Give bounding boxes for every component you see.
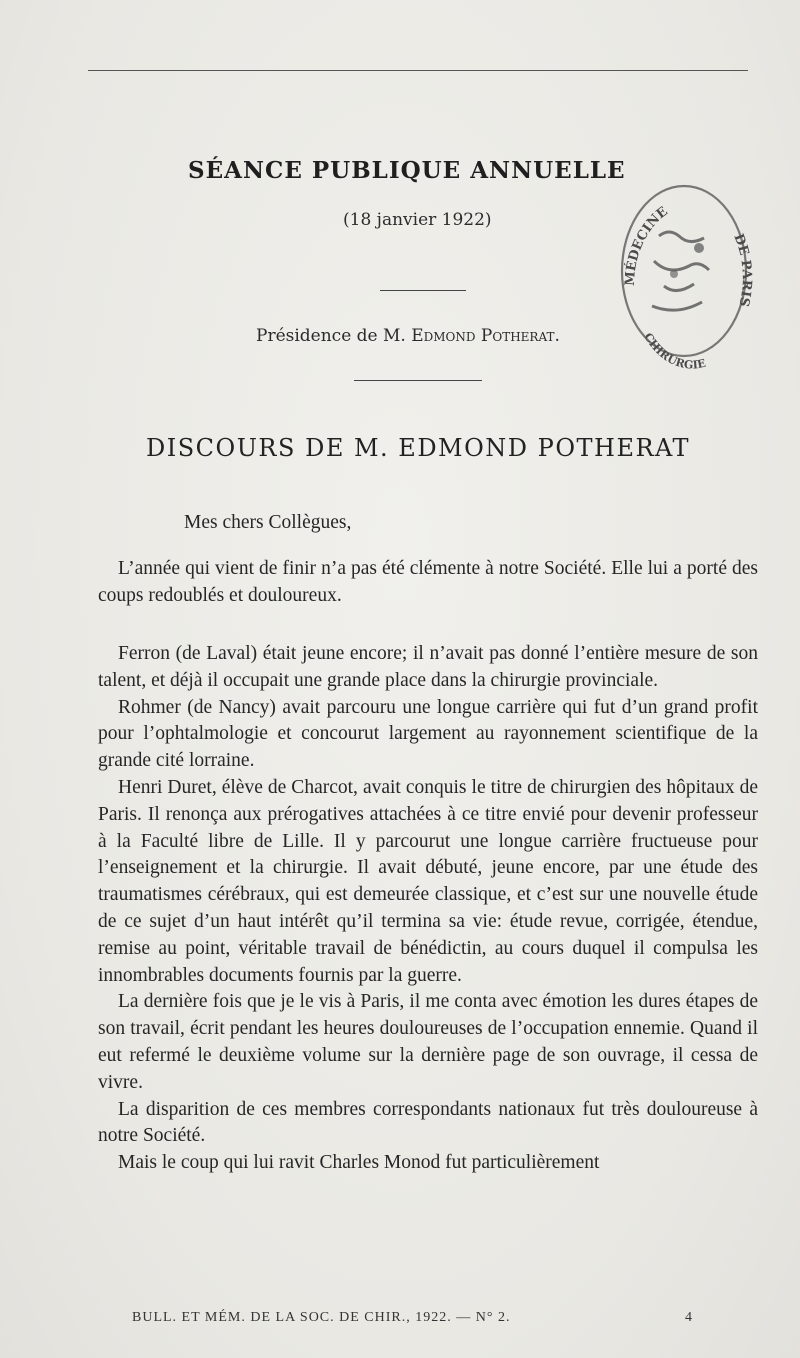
paragraph-1-block bbox=[98, 556, 758, 610]
speech-heading: DISCOURS DE M. EDMOND POTHERAT bbox=[146, 434, 691, 462]
title-divider bbox=[380, 290, 466, 291]
page-number: 4 bbox=[685, 1310, 692, 1325]
stamp-text-bottom: CHIRURGIE bbox=[641, 330, 708, 372]
journal-footer bbox=[132, 1310, 692, 1326]
stamp-text-top: MÉDECINE bbox=[622, 204, 671, 287]
paragraph-7: Mais le coup qui lui ravit Charles Monod fut particulièrement bbox=[118, 1152, 600, 1174]
session-title: SÉANCE PUBLIQUE ANNUELLE bbox=[188, 157, 626, 184]
paragraph-6: La disparition de ces membres correspondants nationaux fut très douloureuse à notre Société. bbox=[98, 1098, 758, 1147]
paragraph-5: La dernière fois que je le vis à Paris, il me conta avec émotion les dures étapes de son travail, écrit pendant les heures douloureuses de l’occupation ennemie. Quand il eut refermé le deuxième volume sur la dernière page de son ouvrage, il cessa de vivre. bbox=[98, 991, 758, 1093]
paragraph-2-block bbox=[98, 641, 758, 1177]
president-name: Edmond Potherat. bbox=[411, 326, 560, 346]
paragraph-2: Ferron (de Laval) était jeune encore; il n’avait pas donné l’entière mesure de son talent, et déjà il occupait une grande place dans la chirurgie provinciale. bbox=[98, 643, 758, 691]
paragraph-1: L’année qui vient de finir n’a pas été clémente à notre Société. Elle lui a porté des coups redoublés et douloureux. bbox=[98, 558, 758, 606]
stamp-text-right: DE PARIS bbox=[730, 231, 754, 308]
library-stamp bbox=[604, 166, 764, 376]
paragraph-4: Henri Duret, élève de Charcot, avait conquis le titre de chirurgien des hôpitaux de Paris. Il renonça aux prérogatives attachées à ce titre envié pour devenir professeur à la Faculté libre de Lille. Il y parcourut une longue carrière fructueuse pour l’enseignement et la chirurgie. Il avait débuté, jeune encore, par une étude des traumatismes cérébraux, qui est demeurée classique, et c’est sur une nouvelle étude de ce sujet d’un haut intérêt qu’il termina sa vie: étude revue, corrigée, étendue, remise au point, véritable travail de bénédictin, au cours duquel il compulsa les innombrables documents fournis par la guerre. bbox=[98, 776, 758, 986]
journal-reference: BULL. ET MÉM. DE LA SOC. DE CHIR., 1922. — N° 2. bbox=[132, 1310, 511, 1325]
presidence-line bbox=[256, 326, 560, 346]
top-rule bbox=[88, 70, 748, 71]
presidence-prefix: Présidence de M. bbox=[256, 326, 412, 346]
session-date: (18 janvier 1922) bbox=[343, 210, 492, 230]
paragraph-3: Rohmer (de Nancy) avait parcouru une longue carrière qui fut d’un grand profit pour l’ophtalmologie et concourut largement au rayonnement scientifique de la grande cité lorraine. bbox=[98, 696, 758, 772]
speech-greeting: Mes chers Collègues, bbox=[184, 512, 352, 533]
section-divider bbox=[354, 380, 482, 381]
